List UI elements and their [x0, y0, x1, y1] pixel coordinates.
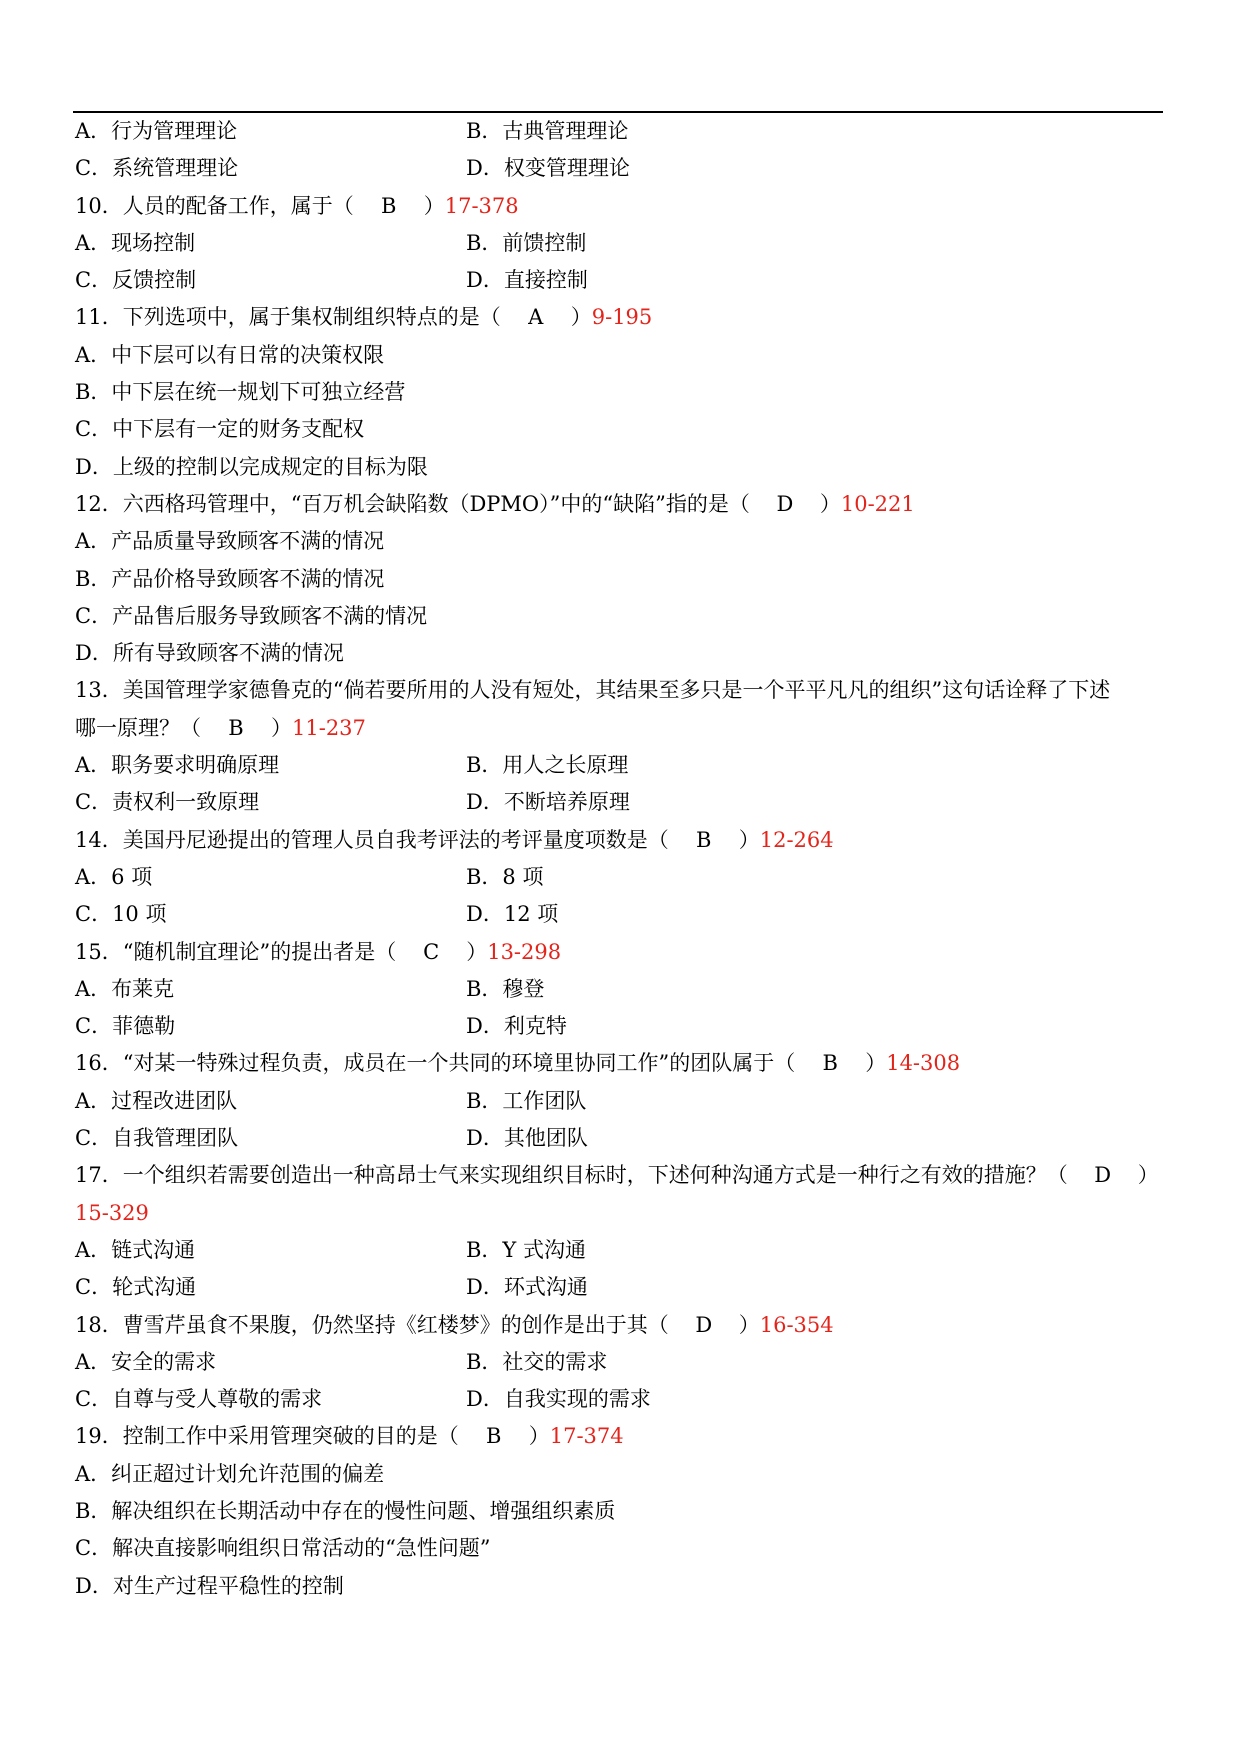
line-text: A．产品质量导致顾客不满的情况	[75, 529, 385, 554]
line-text: C．中下层有一定的财务支配权	[75, 417, 365, 442]
option-left: C．自尊与受人尊敬的需求	[75, 1387, 323, 1412]
closing-paren: ）	[1137, 1163, 1159, 1188]
option-row	[75, 896, 1170, 933]
option-row	[75, 1232, 1170, 1269]
option-right: B．用人之长原理	[466, 753, 629, 778]
closing-paren: ）	[528, 1424, 550, 1449]
option-left: C．责权利一致原理	[75, 790, 260, 815]
option-row	[75, 225, 1170, 262]
page-reference: 12-264	[759, 827, 834, 852]
option-left: A．安全的需求	[75, 1349, 217, 1374]
line-text: A．中下层可以有日常的决策权限	[75, 342, 385, 367]
text-line	[75, 635, 1170, 672]
question-text: 19．控制工作中采用管理突破的目的是（	[75, 1424, 459, 1449]
option-right: B．8 项	[466, 864, 544, 889]
option-left: C．系统管理理论	[75, 156, 239, 181]
option-left: A．链式沟通	[75, 1237, 196, 1262]
option-left: A．现场控制	[75, 230, 196, 255]
option-right: B．Y 式沟通	[466, 1237, 586, 1262]
option-row	[75, 1120, 1170, 1157]
closing-paren: ）	[819, 491, 841, 516]
option-left: C．反馈控制	[75, 268, 197, 293]
question-line	[75, 1045, 1170, 1082]
line-text: B．产品价格导致顾客不满的情况	[75, 566, 385, 591]
text-line	[75, 411, 1170, 448]
question-text: 10．人员的配备工作，属于（	[75, 193, 354, 218]
line-text: 13．美国管理学家德鲁克的“倘若要所用的人没有短处，其结果至多只是一个平平凡凡的组织”这句话诠释了下述	[75, 678, 1111, 703]
text-line	[75, 374, 1170, 411]
line-text: D．上级的控制以完成规定的目标为限	[75, 454, 428, 479]
page-reference: 9-195	[591, 305, 653, 330]
option-row	[75, 971, 1170, 1008]
closing-paren: ）	[466, 939, 488, 964]
question-line	[75, 188, 1170, 225]
text-line	[75, 1530, 1170, 1567]
reference-line	[75, 1195, 1170, 1232]
option-row	[75, 113, 1170, 150]
line-text: D．所有导致顾客不满的情况	[75, 641, 344, 666]
option-left: A．布莱克	[75, 976, 175, 1001]
option-row	[75, 1381, 1170, 1418]
option-left: A．6 项	[75, 864, 153, 889]
question-text: 14．美国丹尼逊提出的管理人员自我考评法的考评量度项数是（	[75, 827, 669, 852]
question-line	[75, 1157, 1170, 1194]
text-line	[75, 1568, 1170, 1605]
option-right: D．不断培养原理	[466, 790, 630, 815]
page-reference: 13-298	[487, 939, 562, 964]
option-row	[75, 1008, 1170, 1045]
option-left: A．职务要求明确原理	[75, 753, 280, 778]
text-line	[75, 523, 1170, 560]
option-left: C．菲德勒	[75, 1014, 176, 1039]
page-reference: 10-221	[840, 491, 915, 516]
option-left: A．过程改进团队	[75, 1088, 238, 1113]
closing-paren: ）	[865, 1051, 887, 1076]
option-row	[75, 262, 1170, 299]
question-text: 17．一个组织若需要创造出一种高昂士气来实现组织目标时，下述何种沟通方式是一种行之有效的措施？（	[75, 1163, 1068, 1188]
text-line	[75, 672, 1170, 709]
option-right: D．权变管理理论	[466, 156, 630, 181]
answer-letter: D	[776, 491, 794, 516]
answer-letter: B	[228, 715, 244, 740]
closing-paren: ）	[738, 1312, 760, 1337]
page-reference: 16-354	[759, 1312, 834, 1337]
answer-letter: A	[528, 305, 544, 330]
question-text: 15．“随机制宜理论”的提出者是（	[75, 939, 397, 964]
question-text: 18．曹雪芹虽食不果腹，仍然坚持《红楼梦》的创作是出于其（	[75, 1312, 669, 1337]
option-right: D．环式沟通	[466, 1275, 588, 1300]
option-left: A．行为管理理论	[75, 119, 238, 143]
text-line	[75, 1493, 1170, 1530]
option-right: B．古典管理理论	[466, 119, 629, 143]
question-line	[75, 1307, 1170, 1344]
text-line	[75, 449, 1170, 486]
answer-letter: C	[423, 939, 440, 964]
line-text: C．产品售后服务导致顾客不满的情况	[75, 603, 428, 628]
text-line	[75, 1456, 1170, 1493]
question-text: 12．六西格玛管理中，“百万机会缺陷数（DPMO）”中的“缺陷”指的是（	[75, 491, 750, 516]
option-row	[75, 1269, 1170, 1306]
answer-letter: B	[822, 1051, 838, 1076]
answer-letter: B	[486, 1424, 502, 1449]
option-left: C．轮式沟通	[75, 1275, 197, 1300]
option-row	[75, 1344, 1170, 1381]
option-right: D．自我实现的需求	[466, 1387, 651, 1412]
closing-paren: ）	[271, 715, 292, 740]
answer-letter: D	[695, 1312, 713, 1337]
text-line	[75, 337, 1170, 374]
option-right: B．穆登	[466, 976, 545, 1001]
page-reference: 11-237	[292, 715, 366, 740]
closing-paren: ）	[570, 305, 592, 330]
question-line	[75, 486, 1170, 523]
question-line	[75, 299, 1170, 336]
question-text: 16．“对某一特殊过程负责，成员在一个共同的环境里协同工作”的团队属于（	[75, 1051, 796, 1076]
page-reference: 17-374	[549, 1424, 624, 1449]
option-right: B．社交的需求	[466, 1349, 608, 1374]
page-reference: 14-308	[886, 1051, 961, 1076]
option-left: C．自我管理团队	[75, 1126, 239, 1151]
text-line	[75, 598, 1170, 635]
line-text: A．纠正超过计划允许范围的偏差	[75, 1461, 385, 1486]
text-line	[75, 561, 1170, 598]
answer-letter: B	[381, 193, 397, 218]
option-row	[75, 1083, 1170, 1120]
question-line	[75, 710, 1170, 747]
option-right: D．利克特	[466, 1014, 567, 1039]
exam-content	[75, 113, 1170, 1605]
option-right: D．直接控制	[466, 268, 588, 293]
page-reference: 17-378	[444, 193, 519, 218]
page-reference: 15-329	[75, 1200, 149, 1225]
question-text: 哪一原理？（	[75, 715, 201, 740]
line-text: B．中下层在统一规划下可独立经营	[75, 380, 406, 405]
question-text: 11．下列选项中，属于集权制组织特点的是（	[75, 305, 501, 330]
question-line	[75, 934, 1170, 971]
question-line	[75, 1418, 1170, 1455]
option-row	[75, 784, 1170, 821]
answer-letter: B	[696, 827, 712, 852]
answer-letter: D	[1094, 1163, 1112, 1188]
line-text: B．解决组织在长期活动中存在的慢性问题、增强组织素质	[75, 1498, 616, 1523]
line-text: C．解决直接影响组织日常活动的“急性问题”	[75, 1536, 491, 1561]
option-row	[75, 150, 1170, 187]
closing-paren: ）	[738, 827, 760, 852]
option-row	[75, 859, 1170, 896]
option-right: B．工作团队	[466, 1088, 587, 1113]
option-right: B．前馈控制	[466, 230, 587, 255]
question-line	[75, 822, 1170, 859]
line-text: D．对生产过程平稳性的控制	[75, 1573, 344, 1598]
closing-paren: ）	[423, 193, 445, 218]
option-row	[75, 747, 1170, 784]
option-right: D．其他团队	[466, 1126, 588, 1151]
option-left: C．10 项	[75, 902, 167, 927]
option-right: D．12 项	[466, 902, 559, 927]
